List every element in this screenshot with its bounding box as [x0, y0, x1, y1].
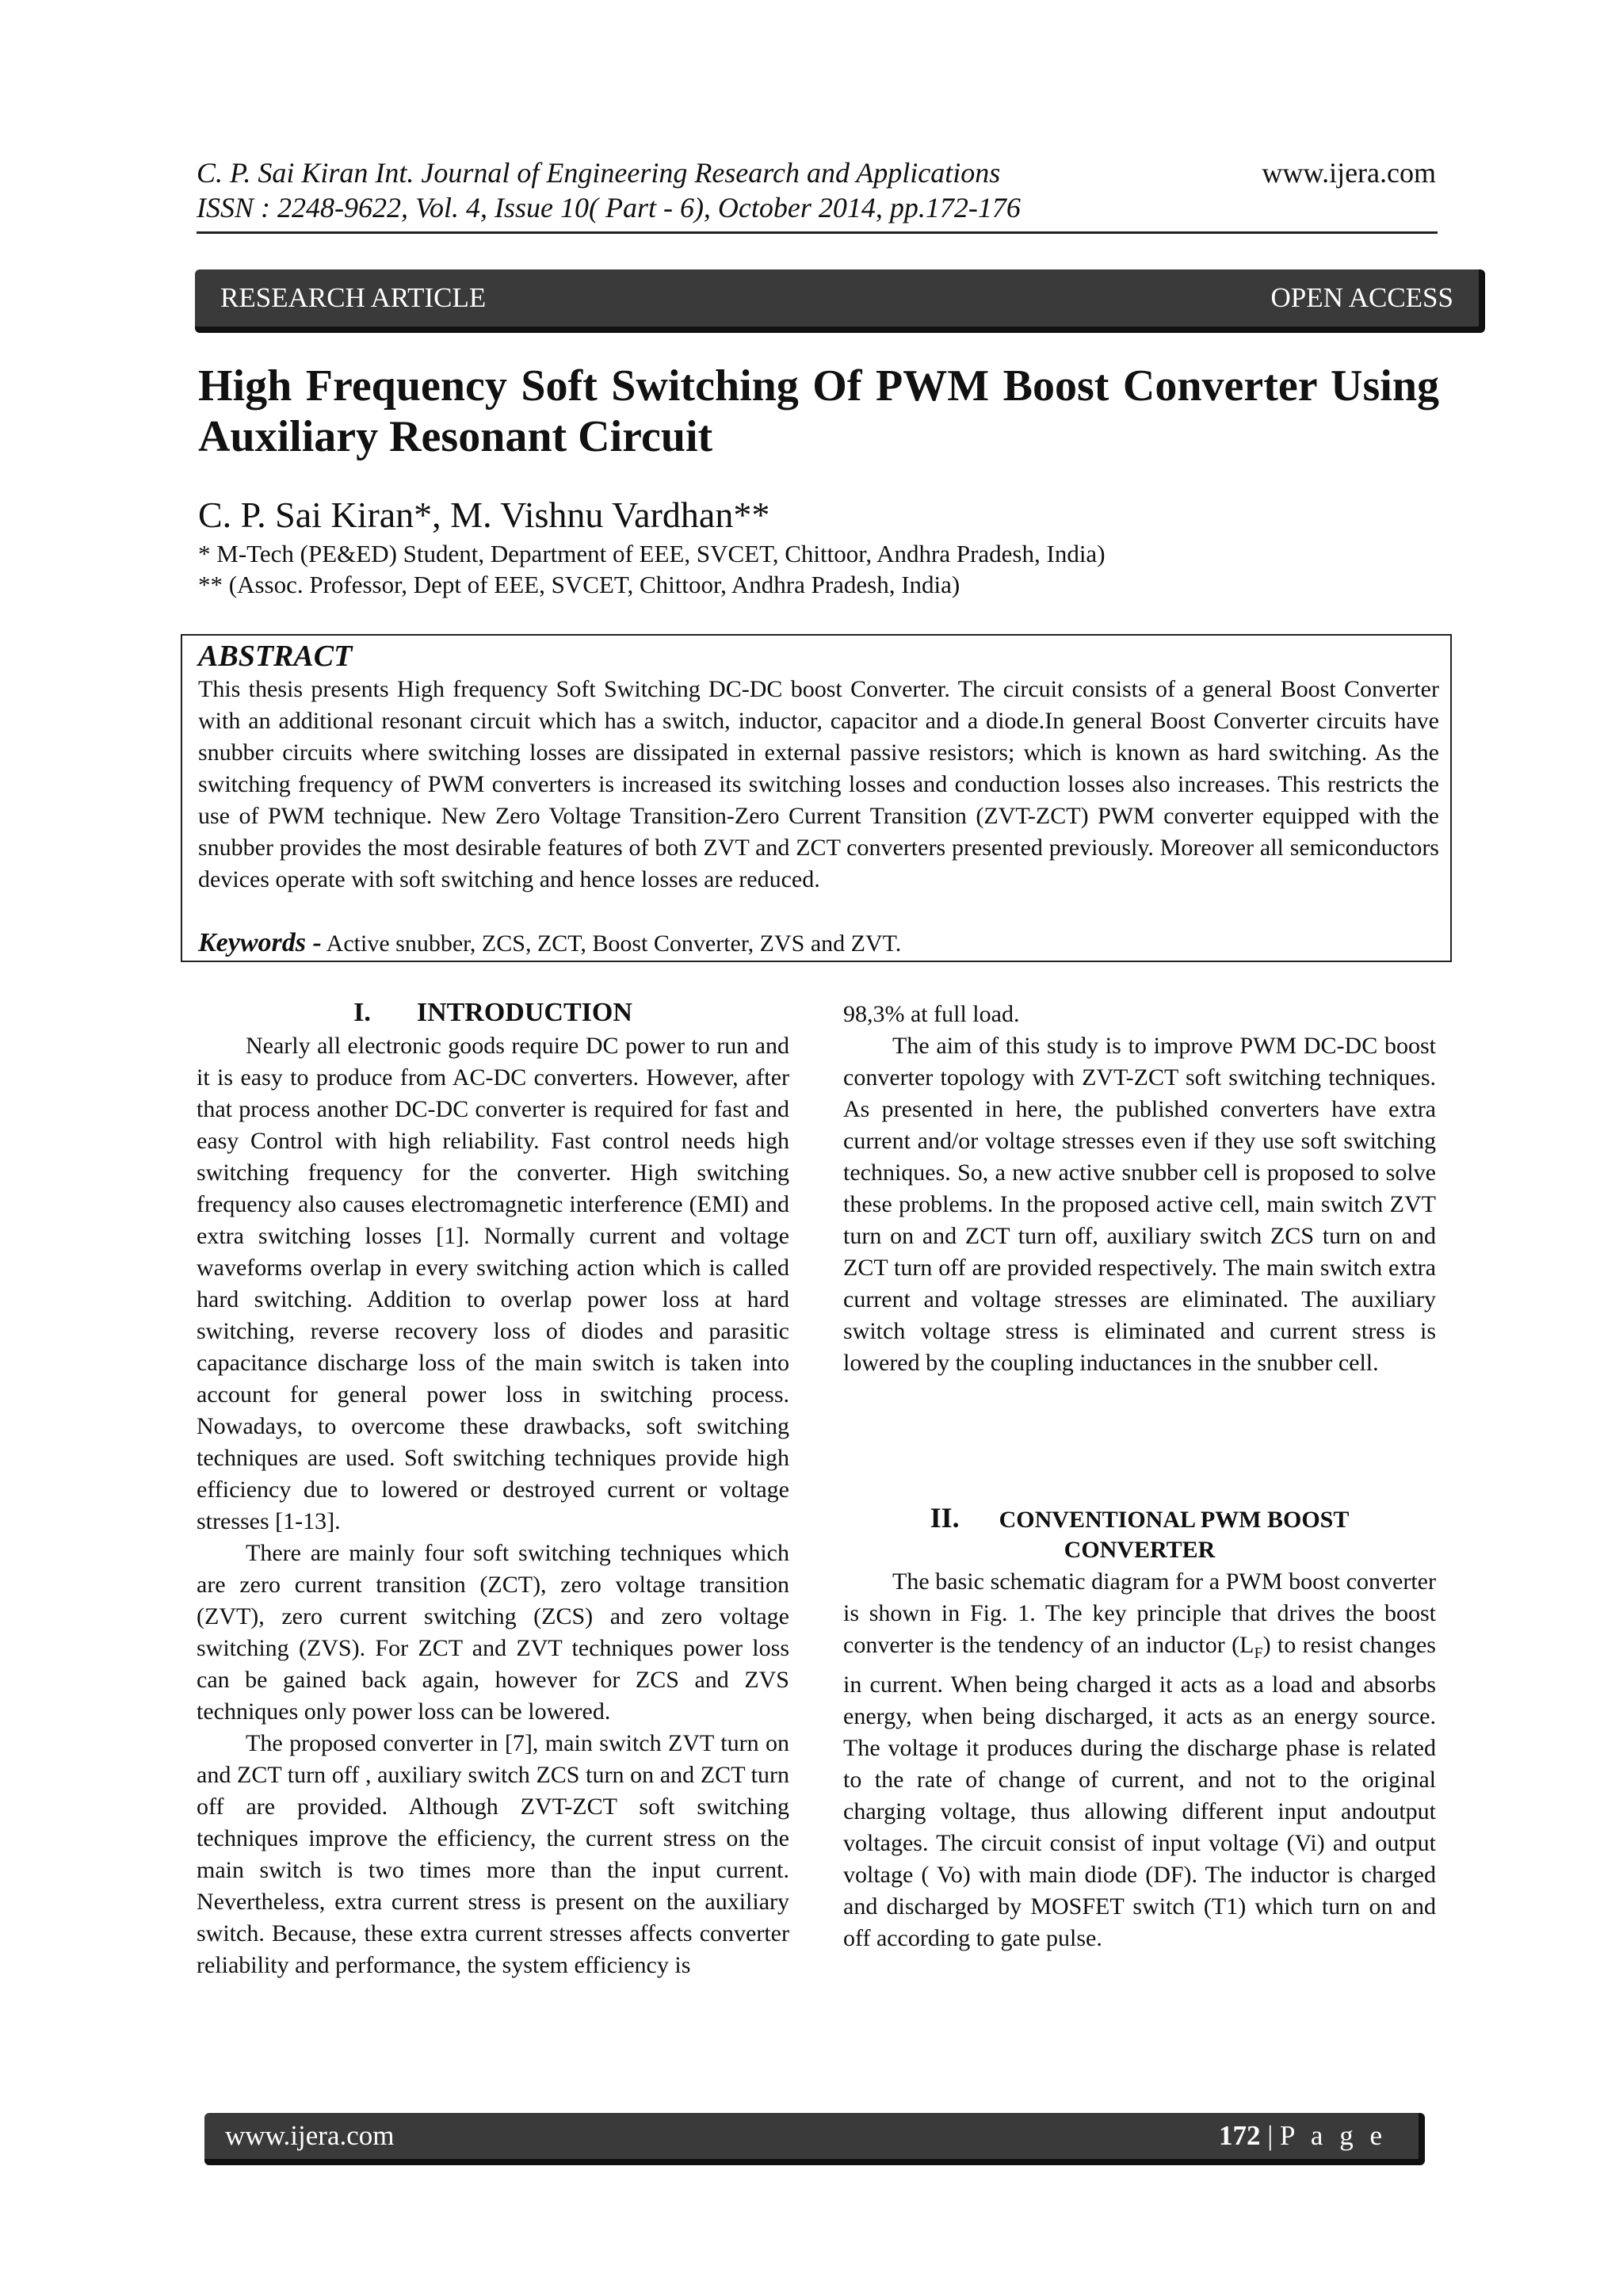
section-2-body: [843, 1566, 1436, 1954]
intro-paragraph-4: The aim of this study is to improve PWM DC-DC boost converter topology with ZVT-ZCT soft switching techniques. As presented in here, the published converters have extra current and/or voltage stresses even if they use soft switching techniques. So, a new active snubber cell is proposed to solve these problems. In the proposed active cell, main switch ZVT turn on and ZCT turn off, auxiliary switch ZCS turn on and ZCT turn off are provided respectively. The main switch extra current and voltage stresses are eliminated. The auxiliary switch voltage stress is eliminated and current stress is lowered by the coupling inductances in the snubber cell.: [843, 1033, 1436, 1376]
intro-paragraph-2: There are mainly four soft switching techniques which are zero current transition (ZCT), zero voltage transition (ZVT), zero current switching (ZCS) and zero voltage switching (ZVS). For ZCT and ZVT techniques power loss can be gained back again, however for ZCS and ZVS techniques only power loss can be lowered.: [197, 1540, 789, 1725]
access-type: OPEN ACCESS: [1270, 282, 1453, 313]
abstract-text: This thesis presents High frequency Soft Switching DC-DC boost Converter. The circuit consists of a general Boost Converter with an additional resonant circuit which has a switch, inductor, capacitor and a diode.In general Boost Converter circuits have snubber circuits where switching losses are dissipated in external passive resistors; which is known as hard switching. As the switching frequency of PWM converters is increased its switching losses and conduction losses also increases. This restricts the use of PWM technique. New Zero Voltage Transition-Zero Current Transition (ZVT-ZCT) PWM converter equipped with the snubber provides the most desirable features of both ZVT and ZCT converters presented previously. Moreover all semiconductors devices operate with soft switching and hence losses are reduced.: [198, 676, 1439, 892]
authors: C. P. Sai Kiran*, M. Vishnu Vardhan**: [198, 495, 770, 535]
journal-line: C. P. Sai Kiran Int. Journal of Engineering Research and Applications: [197, 157, 1001, 189]
affiliation-2: ** (Assoc. Professor, Dept of EEE, SVCET, Chittoor, Andhra Pradesh, India): [198, 571, 960, 598]
section-2-text-b: ) to resist changes in current. When being charged it acts as a load and absorbs energy, when being discharged, it acts as an energy source. The voltage it produces during the discharge phase is related to the rate of change of current, and not to the original charging voltage, thus allowing different input andoutput voltages. The circuit consist of input voltage (Vi) and output voltage ( Vo) with main diode (DF). The inductor is charged and discharged by MOSFET switch (T1) which turn on and off according to gate pulse.: [843, 1632, 1436, 1951]
section-1-title: INTRODUCTION: [416, 998, 632, 1027]
article-type: RESEARCH ARTICLE: [220, 282, 487, 313]
keywords-list: Active snubber, ZCS, ZCT, Boost Converter, ZVS and ZVT.: [321, 930, 902, 957]
abstract-heading: ABSTRACT: [198, 640, 353, 673]
section-2-title-line-1: CONVENTIONAL PWM BOOST: [999, 1507, 1350, 1533]
page-word: P a g e: [1280, 2120, 1387, 2151]
keywords-label: Keywords -: [198, 928, 322, 957]
intro-continuation: 98,3% at full load.: [843, 1001, 1020, 1027]
section-2-paragraph: [843, 1566, 1436, 1954]
section-1-number: I.: [353, 998, 371, 1027]
section-2-text-a: The basic schematic diagram for a PWM boost converter is shown in Fig. 1. The key principle that drives the boost converter is the tendency of an inductor (L: [843, 1568, 1436, 1658]
section-1-heading: [197, 997, 789, 1029]
section-2-title-line-2: CONVERTER: [1064, 1537, 1216, 1563]
footer-bar: [204, 2113, 1425, 2165]
header-rule: [197, 231, 1438, 234]
left-column: [197, 1030, 789, 1981]
intro-paragraph-3: The proposed converter in [7], main switch ZVT turn on and ZCT turn off , auxiliary switch ZCS turn on and ZCT turn off are provided. Although ZVT-ZCT soft switching techniques improve the efficiency, the current stress on the main switch is two times more than the input current. Nevertheless, extra current stress is present on the auxiliary switch. Because, these extra current stresses affects converter reliability and performance, the system efficiency is: [197, 1730, 789, 1978]
footer-website: www.ijera.com: [225, 2120, 395, 2151]
header-website: www.ijera.com: [1262, 157, 1436, 189]
article-type-bar: [195, 269, 1485, 333]
section-2-number: II.: [930, 1502, 960, 1534]
paper-title: High Frequency Soft Switching Of PWM Boost Converter Using Auxiliary Resonant Circuit: [198, 361, 1439, 461]
intro-paragraph-1: Nearly all electronic goods require DC power to run and it is easy to produce from AC-DC converters. However, after that process another DC-DC converter is required for fast and easy Control with high reliability. Fast control needs high switching frequency for the converter. High switching frequency also causes electromagnetic interference (EMI) and extra switching losses [1]. Normally current and voltage waveforms overlap in every switching action which is called hard switching. Addition to overlap power loss at hard switching, reverse recovery loss of diodes and parasitic capacitance discharge loss of the main switch is taken into account for general power loss in switching process. Nowadays, to overcome these drawbacks, soft switching techniques are used. Soft switching techniques provide high efficiency due to lowered or destroyed current or voltage stresses [1-13].: [197, 1033, 789, 1534]
page-indicator: [1219, 2120, 1387, 2152]
page-number: 172: [1218, 2120, 1261, 2151]
issn-line: ISSN : 2248-9622, Vol. 4, Issue 10( Part - 6), October 2014, pp.172-176: [197, 192, 1021, 223]
inductor-subscript: F: [1254, 1645, 1263, 1662]
page-separator: |: [1260, 2120, 1280, 2151]
affiliation-1: * M-Tech (PE&ED) Student, Department of EEE, SVCET, Chittoor, Andhra Pradesh, India): [198, 540, 1106, 567]
section-2-heading: [843, 1503, 1436, 1565]
keywords: [198, 927, 901, 960]
right-column: [843, 999, 1436, 1379]
